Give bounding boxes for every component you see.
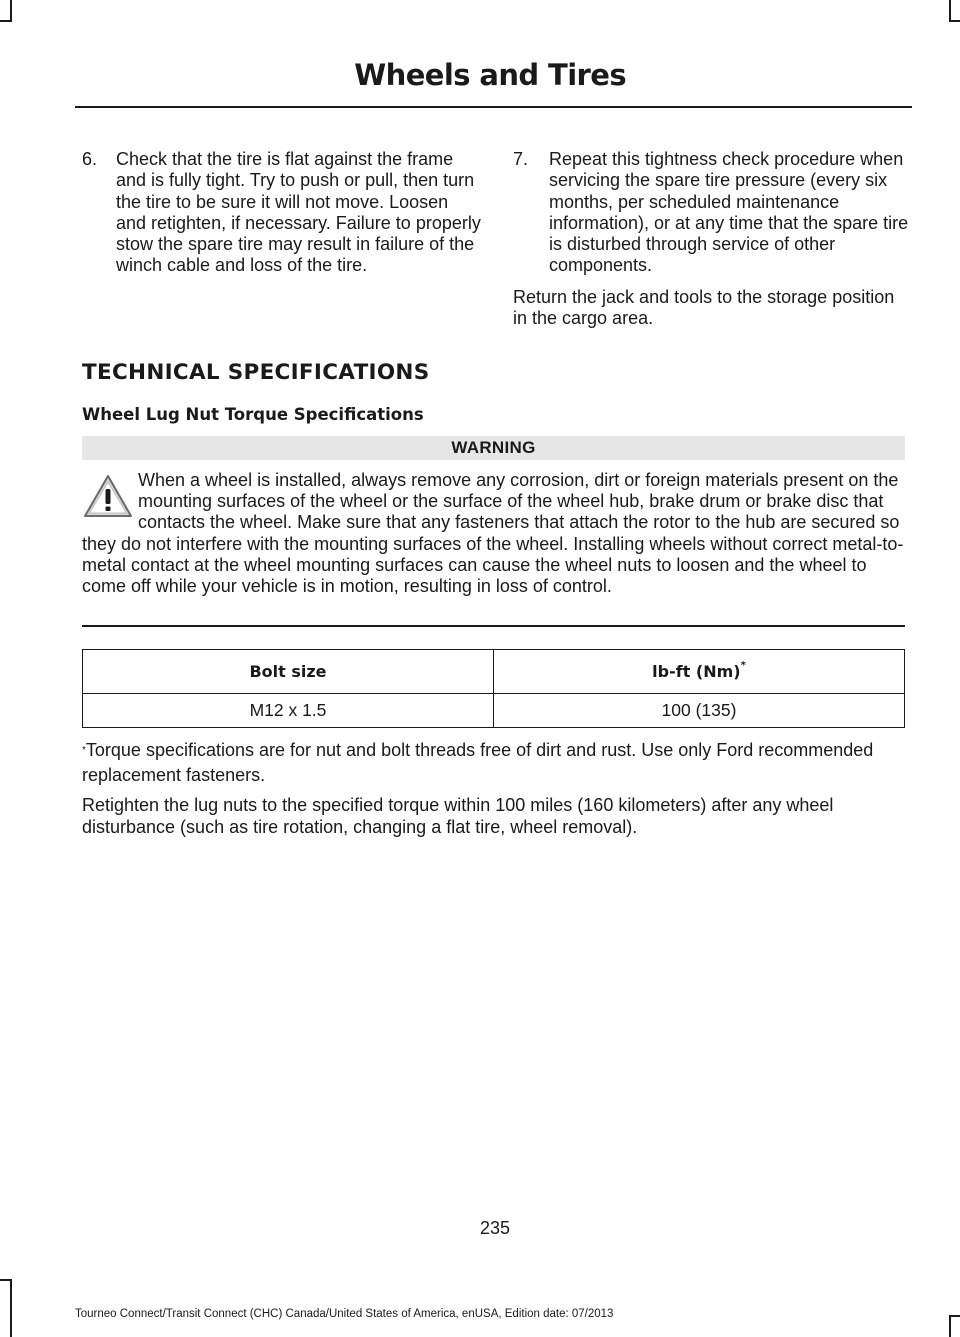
retighten-text: Retighten the lug nuts to the specified torque within 100 miles (160 kilometers) after any wheel disturbance (such as tire rotation, changing a flat tire, wheel removal). — [82, 795, 834, 837]
footnote-text: Torque specifications are for nut and bolt threads free of dirt and rust. Use only Ford recommended replacement fasteners. — [82, 740, 874, 785]
crop-mark-top-right-v — [949, 0, 951, 20]
crop-mark-top-left-v — [10, 0, 12, 20]
column-header-label: Bolt size — [249, 662, 327, 681]
page-header-title: Wheels and Tires — [354, 58, 626, 92]
return-tools-text: Return the jack and tools to the storage position in the cargo area. — [513, 286, 895, 329]
header-rule — [75, 106, 912, 108]
torque-spec-table — [82, 649, 905, 728]
left-column — [82, 149, 482, 277]
crop-mark-top-left-h — [0, 20, 12, 22]
sub-heading: Wheel Lug Nut Torque Specifications — [82, 405, 424, 424]
warning-label: WARNING — [451, 438, 536, 457]
table-cell-torque: 100 (135) — [494, 694, 905, 728]
warning-text: When a wheel is installed, always remove any corrosion, dirt or foreign materials present on the mounting surfaces of the wheel or the surface of the wheel hub, brake drum or brake disc that contacts the wheel. Make sure that any fasteners that attach the rotor to the hub are secured so they do not interfere with the mounting surfaces of the wheel. Installing wheels without correct metal-to-metal contact at the wheel mounting surfaces can cause the wheel nuts to loosen and the wheel to come off while your vehicle is in motion, resulting in loss of control. — [82, 470, 904, 597]
warning-text-block — [82, 470, 908, 597]
warning-bottom-rule — [82, 625, 905, 627]
page-number: 235 — [479, 1218, 511, 1238]
crop-mark-bottom-left-v — [10, 1280, 12, 1337]
step-text: Check that the tire is flat against the frame and is fully tight. Try to push or pull, then turn the tire to be sure it will not move. Loosen and retighten, if necessary. Failure to properly stow the spare tire may result in failure of the winch cable and loss of the tire. — [116, 149, 481, 276]
step-number: 7. — [513, 149, 529, 169]
step-number: 6. — [82, 149, 98, 169]
crop-mark-top-right-h — [949, 20, 960, 22]
crop-mark-bottom-right-v — [949, 1315, 951, 1337]
footnote-marker: * — [740, 660, 746, 671]
table-row — [83, 694, 905, 728]
column-header-bolt-size — [83, 650, 494, 694]
right-column — [513, 149, 913, 329]
footer-edition-text: Tourneo Connect/Transit Connect (CHC) Canada/United States of America, enUSA, Edition date: 07/2013 — [75, 1308, 614, 1320]
step-text: Repeat this tightness check procedure when servicing the spare tire pressure (every six months, per scheduled maintenance information), or at any time that the spare tire is disturbed through service of other components. — [549, 149, 909, 276]
torque-footnote — [82, 738, 908, 788]
step-7 — [513, 149, 913, 277]
column-header-torque — [494, 650, 905, 694]
section-heading: TECHNICAL SPECIFICATIONS — [82, 360, 430, 385]
warning-icon-space — [82, 470, 138, 532]
table-header-row — [83, 650, 905, 694]
table-cell-bolt-size: M12 x 1.5 — [83, 694, 494, 728]
step-6 — [82, 149, 482, 277]
column-header-label: lb-ft (Nm) — [652, 662, 741, 681]
footnote-marker: * — [82, 745, 86, 756]
crop-mark-bottom-left-h — [0, 1279, 12, 1281]
crop-mark-bottom-right-h — [949, 1315, 960, 1317]
